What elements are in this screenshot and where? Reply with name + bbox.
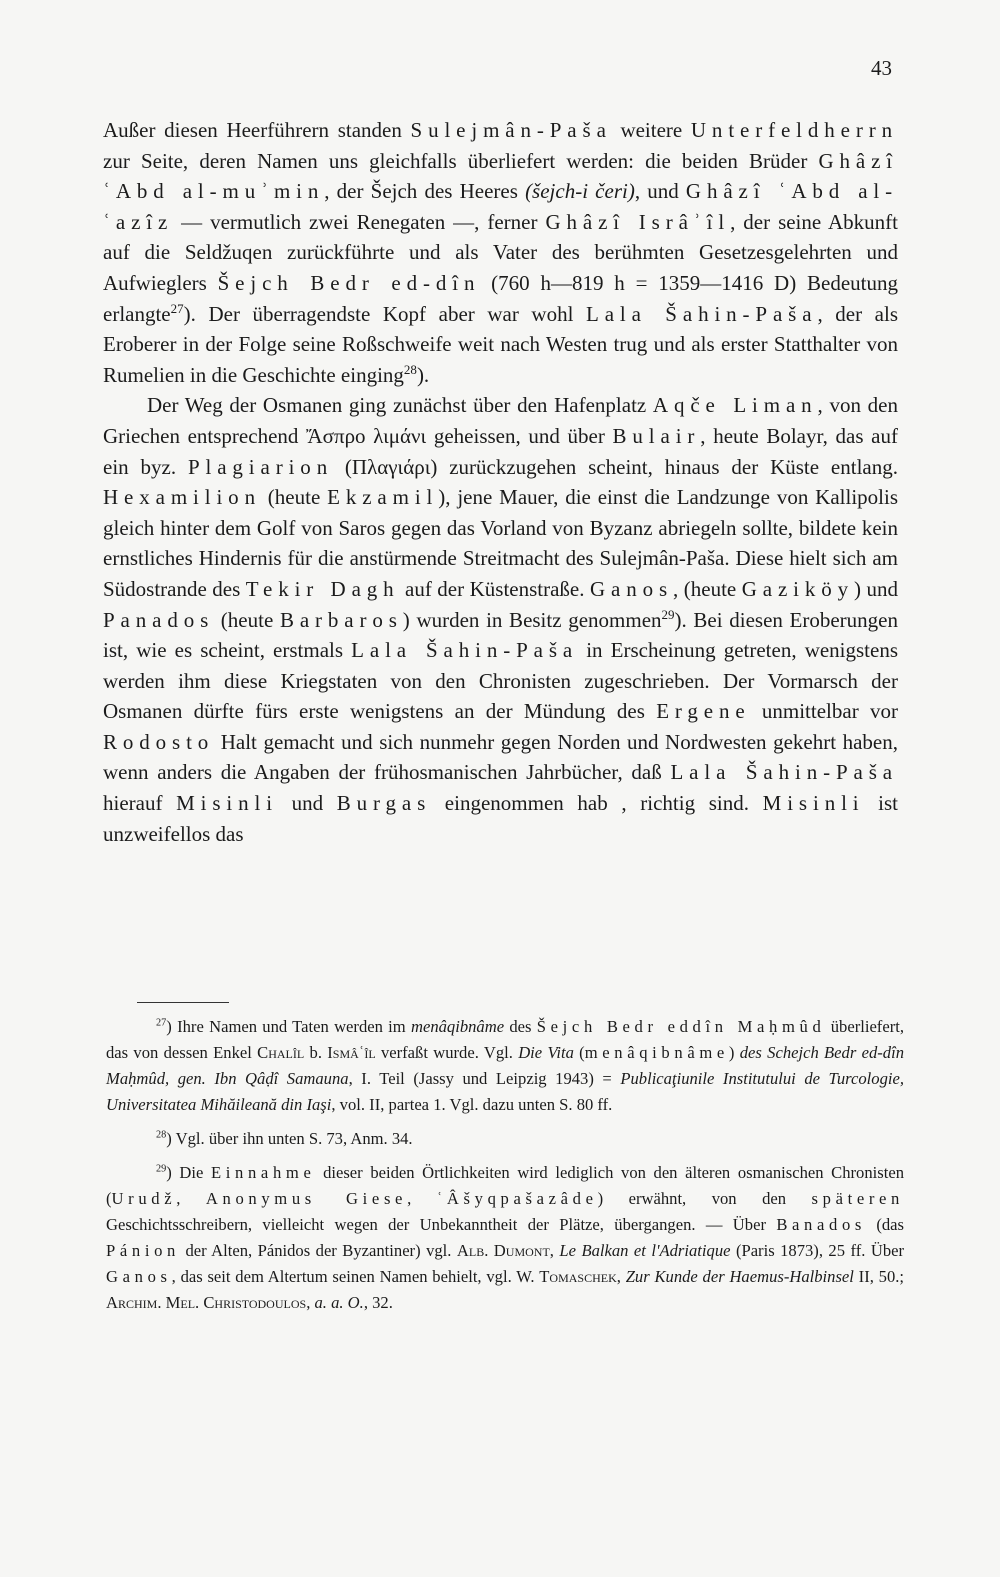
footnote-ref[interactable]: 27 [170, 300, 184, 316]
footnote-29: $^{29}$) Die Einnahme dieser beiden Örtlichkeiten wird lediglich von den älteren osmanischen Chronisten (Urudž, Anonymus Giese, ʿÂšyqpašazâde) erwähnt, von den späteren Geschichtsschreibern, vielleicht wegen der Unbekanntheit der Plätze, übergangen. — Über Banados (das Pánion der Alten, Pánidos der Byzantiner) vgl. Alb. Dumont, Le Balkan et l'Adriatique (Paris 1873), 25 ff. Über Ganos, das seit dem Altertum seinen Namen behielt, vgl. W. Tomaschek, Zur Kunde der Haemus-Halbinsel II, 50.; Archim. Mel. Christodoulos, a. a. O., 32. [106, 1163, 905, 1312]
body-text [103, 115, 898, 849]
footnotes [106, 1014, 904, 1324]
paragraph-1: Außer diesen Heerführern standen Sulejmân-Paša weitere Unterfeldherrn zur Seite, deren Namen uns gleichfalls überliefert werden: die beiden Brüder Ghâzî ʿAbd al-muʾmin, der Šejch des Heeres (šejch-i čeri), und Ghâzî ʿAbd al-ʿazîz — vermutlich zwei Renegaten —, ferner Ghâzî Isrâʾîl, der seine Abkunft auf die Seldžuqen zurückführte und als Vater des berühmten Gesetzesgelehrten und Aufwieglers Šejch Bedr ed-dîn (760 h—819 h = 1359—1416 D) Bedeutung erlangte$^{27}$). Der überragendste Kopf aber war wohl Lala Šahin-Paša, der als Eroberer in der Folge seine Roßschweife weit nach Westen trug und als erster Statthalter von Rumelien in die Geschichte einging$^{28}$). [103, 118, 898, 387]
footnote-divider [137, 1002, 229, 1003]
paragraph-2: Der Weg der Osmanen ging zunächst über den Hafenplatz Aqče Liman, von den Griechen entsprechend Ἄσπρο λιμάνι geheissen, und über Bulair, heute Bolayr, das auf ein byz. Plagiarion (Πλαγιάρι) zurückzugehen scheint, hinaus der Küste entlang. Hexamilion (heute Ekzamil), jene Mauer, die einst die Landzunge von Kallipolis gleich hinter dem Golf von Saros gegen das Vorland von Byzanz abriegeln sollte, bildete kein ernstliches Hindernis für die anstürmende Streitmacht des Sulejmân-Paša. Diese hielt sich am Südostrande des Tekir Dagh auf der Küstenstraße. Ganos, (heute Gaziköy) und Panados (heute Barbaros) wurden in Besitz genommen$^{29}$). Bei diesen Eroberungen ist, wie es scheint, erstmals Lala Šahin-Paša in Erscheinung getreten, wenigstens werden ihm diese Kriegstaten von den Chronisten zugeschrieben. Der Vormarsch der Osmanen dürfte fürs erste wenigstens an der Mündung des Ergene unmittelbar vor Rodosto Halt gemacht und sich nunmehr gegen Norden und Nordwesten gekehrt haben, wenn anders die Angaben der frühosmanischen Jahrbücher, daß Lala Šahin-Paša hierauf Misinli und Burgas eingenommen hab , richtig sind. Misinli ist unzweifellos das [103, 393, 899, 846]
footnote-ref[interactable]: 29 [661, 606, 675, 622]
footnote-28: $^{28}$) Vgl. über ihn unten S. 73, Anm. 34. [156, 1129, 413, 1148]
footnote-27: $^{27}$) Ihre Namen und Taten werden im menâqibnâme des Šejch Bedr eddîn Maḥmûd überliefert, das von dessen Enkel Chalîl b. Ismâʿîl verfaßt wurde. Vgl. Die Vita (menâqibnâme) des Schejch Bedr ed-dîn Maḥmûd, gen. Ibn Qâḍî Samauna, I. Teil (Jassy und Leipzig 1943) = Publicaţiunile Institutului de Turcologie, Universitatea Mihăileană din Iaşi, vol. II, partea 1. Vgl. dazu unten S. 80 ff. [106, 1017, 904, 1114]
footnote-ref[interactable]: 28 [403, 361, 417, 377]
page-number: 43 [871, 56, 892, 80]
